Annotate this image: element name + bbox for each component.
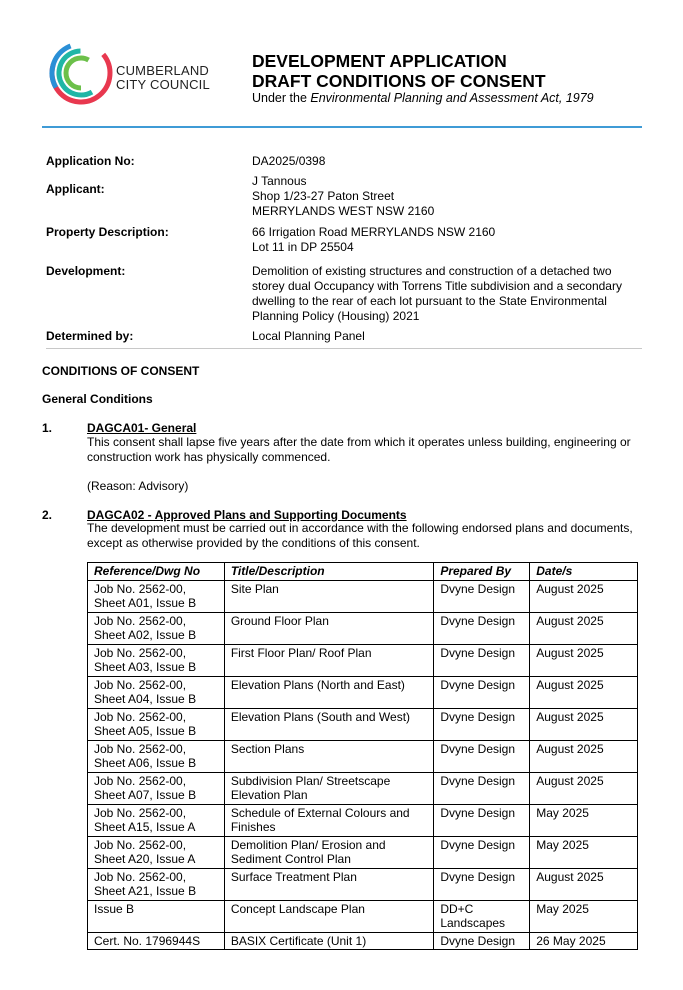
reference-cell: Job No. 2562-00, Sheet A20, Issue A — [88, 836, 225, 868]
prepared-by-cell: Dvyne Design — [434, 644, 530, 676]
prepared-by-cell: Dvyne Design — [434, 836, 530, 868]
date-cell: August 2025 — [530, 740, 638, 772]
title-cell: Concept Landscape Plan — [224, 900, 434, 932]
table-row — [88, 708, 638, 740]
date-cell: May 2025 — [530, 836, 638, 868]
reference-cell: Job No. 2562-00, Sheet A05, Issue B — [88, 708, 225, 740]
reference-cell: Job No. 2562-00, Sheet A06, Issue B — [88, 740, 225, 772]
prepared-by-cell: Dvyne Design — [434, 708, 530, 740]
development-value: Demolition of existing structures and construction of a detached two storey dual Occupancy with Torrens Title subdivision and a secondary dwelling to the rear of each lot pursuant to the State Environmental Planning Policy (Housing) 2021 — [252, 264, 622, 323]
table-row — [88, 772, 638, 804]
table-row — [88, 836, 638, 868]
date-cell: May 2025 — [530, 804, 638, 836]
title-cell: Demolition Plan/ Erosion and Sediment Control Plan — [224, 836, 434, 868]
table-row — [88, 932, 638, 950]
table-row — [88, 900, 638, 932]
application-no-label: Application No: — [46, 154, 135, 168]
prepared-by-cell: Dvyne Design — [434, 868, 530, 900]
council-logo — [48, 40, 114, 106]
property-value: 66 Irrigation Road MERRYLANDS NSW 2160 Lot 11 in DP 25504 — [252, 225, 496, 254]
reference-cell: Job No. 2562-00, Sheet A04, Issue B — [88, 676, 225, 708]
title-cell: Surface Treatment Plan — [224, 868, 434, 900]
date-cell: 26 May 2025 — [530, 932, 638, 950]
reference-cell: Job No. 2562-00, Sheet A15, Issue A — [88, 804, 225, 836]
date-cell: August 2025 — [530, 644, 638, 676]
table-row — [88, 644, 638, 676]
date-cell: August 2025 — [530, 868, 638, 900]
title-cell: Site Plan — [224, 580, 434, 612]
prepared-by-cell: DD+C Landscapes — [434, 900, 530, 932]
title-cell: BASIX Certificate (Unit 1) — [224, 932, 434, 950]
column-header: Date/s — [530, 563, 638, 581]
reference-cell: Job No. 2562-00, Sheet A21, Issue B — [88, 868, 225, 900]
column-header: Prepared By — [434, 563, 530, 581]
date-cell: August 2025 — [530, 708, 638, 740]
title-cell: Elevation Plans (South and West) — [224, 708, 434, 740]
title-cell: Elevation Plans (North and East) — [224, 676, 434, 708]
council-name: CUMBERLAND CITY COUNCIL — [116, 63, 210, 92]
conditions-heading: CONDITIONS OF CONSENT — [42, 364, 200, 378]
approved-plans-table — [87, 562, 638, 950]
date-cell: May 2025 — [530, 900, 638, 932]
prepared-by-cell: Dvyne Design — [434, 580, 530, 612]
table-header-row — [88, 563, 638, 581]
reference-cell: Issue B — [88, 900, 225, 932]
table-row — [88, 676, 638, 708]
applicant-label: Applicant: — [46, 182, 105, 196]
table-row — [88, 868, 638, 900]
determined-label: Determined by: — [46, 329, 134, 343]
condition-number: 1. — [42, 421, 53, 435]
prepared-by-cell: Dvyne Design — [434, 772, 530, 804]
table-row — [88, 740, 638, 772]
table-row — [88, 804, 638, 836]
title-cell: Ground Floor Plan — [224, 612, 434, 644]
general-conditions-heading: General Conditions — [42, 392, 153, 406]
application-no: DA2025/0398 — [252, 154, 326, 168]
title-cell: Subdivision Plan/ Streetscape Elevation Plan — [224, 772, 434, 804]
date-cell: August 2025 — [530, 612, 638, 644]
prepared-by-cell: Dvyne Design — [434, 676, 530, 708]
date-cell: August 2025 — [530, 580, 638, 612]
condition-number: 2. — [42, 508, 53, 522]
condition-text: This consent shall lapse five years after the date from which it operates unless building, engineering or construction work has physically commenced. — [87, 435, 631, 464]
table-row — [88, 612, 638, 644]
reference-cell: Job No. 2562-00, Sheet A03, Issue B — [88, 644, 225, 676]
table-row — [88, 580, 638, 612]
header-divider — [42, 126, 642, 128]
development-label: Development: — [46, 264, 126, 278]
reference-cell: Job No. 2562-00, Sheet A01, Issue B — [88, 580, 225, 612]
reference-cell: Job No. 2562-00, Sheet A07, Issue B — [88, 772, 225, 804]
applicant-value: J Tannous Shop 1/23-27 Paton Street MERRYLANDS WEST NSW 2160 — [252, 174, 435, 218]
date-cell: August 2025 — [530, 772, 638, 804]
column-header: Title/Description — [224, 563, 434, 581]
condition-text: The development must be carried out in accordance with the following endorsed plans and documents, except as otherwise provided by the conditions of this consent. — [87, 521, 633, 550]
property-label: Property Description: — [46, 225, 169, 239]
document-subtitle: Under the Environmental Planning and Assessment Act, 1979 — [252, 91, 594, 105]
determined-value: Local Planning Panel — [252, 329, 365, 343]
title-cell: Section Plans — [224, 740, 434, 772]
prepared-by-cell: Dvyne Design — [434, 740, 530, 772]
condition-reason: (Reason: Advisory) — [87, 479, 189, 493]
reference-cell: Job No. 2562-00, Sheet A02, Issue B — [88, 612, 225, 644]
info-divider — [46, 348, 642, 349]
reference-cell: Cert. No. 1796944S — [88, 932, 225, 950]
condition-title: DAGCA01- General — [87, 421, 197, 435]
title-cell: First Floor Plan/ Roof Plan — [224, 644, 434, 676]
title-cell: Schedule of External Colours and Finishes — [224, 804, 434, 836]
prepared-by-cell: Dvyne Design — [434, 804, 530, 836]
prepared-by-cell: Dvyne Design — [434, 932, 530, 950]
condition-title: DAGCA02 - Approved Plans and Supporting Documents — [87, 508, 407, 522]
column-header: Reference/Dwg No — [88, 563, 225, 581]
date-cell: August 2025 — [530, 676, 638, 708]
prepared-by-cell: Dvyne Design — [434, 612, 530, 644]
document-title: DEVELOPMENT APPLICATION DRAFT CONDITIONS OF CONSENT — [252, 51, 546, 91]
